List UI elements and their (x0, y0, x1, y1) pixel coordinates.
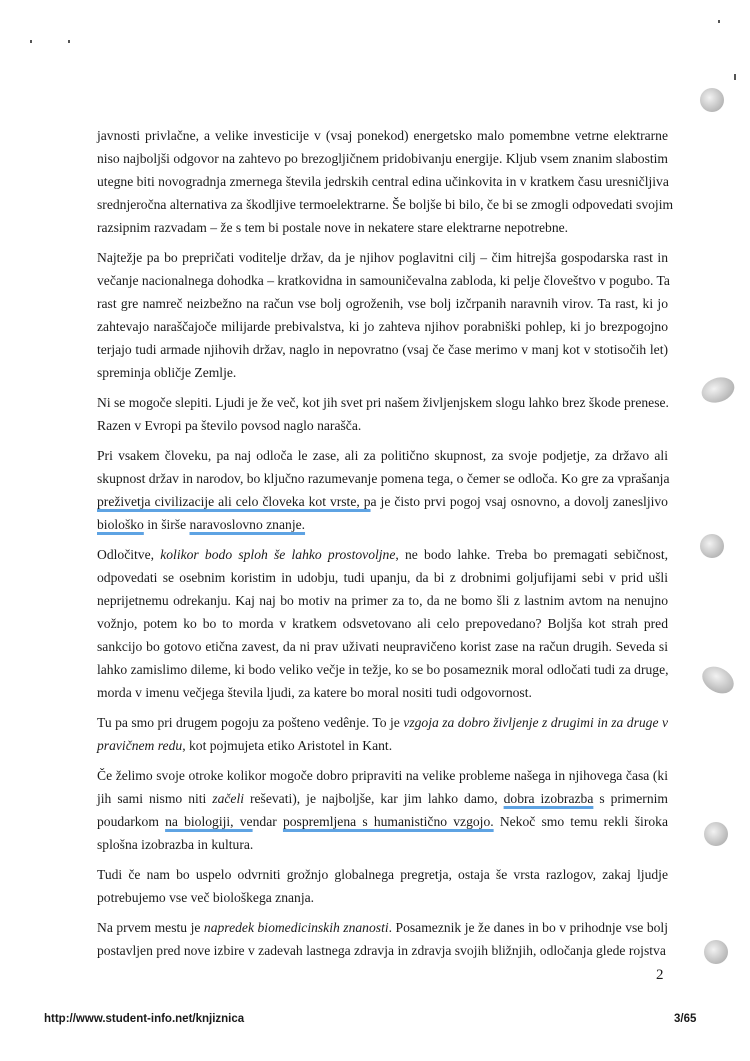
text-line (97, 170, 668, 193)
text-line (97, 635, 668, 658)
text-line (97, 916, 668, 939)
text-span: a je čisto prvi pogoj vsaj osnovno, a dovolj zanesljivo (370, 494, 668, 509)
page-number: 2 (656, 967, 664, 983)
text-line (97, 490, 668, 513)
text-span: splošna izobrazba in kultura. (97, 837, 254, 852)
underlined-text: biološko (97, 517, 144, 532)
text-line (97, 589, 668, 612)
paragraph (97, 711, 668, 757)
text-line (97, 513, 668, 536)
text-line (97, 612, 668, 635)
text-span: lahko zamislimo dileme, ki bodo veliko večje in težje, ko se bo posameznik moral odločati tudi za druge, (97, 662, 669, 677)
paragraph (97, 124, 674, 239)
text-span: Tu pa smo pri drugem pogoju za pošteno vedênje. To je (97, 715, 404, 730)
text-line (97, 787, 668, 810)
paragraph (97, 391, 668, 437)
text-span: zahtevajo naraščajoče milijarde prebivalstva, ki jo zahteva njihov porabniški pohlep, ki jo brezpogojno (97, 319, 668, 334)
paragraph (97, 543, 668, 704)
text-line (97, 566, 668, 589)
text-line (97, 414, 668, 437)
text-span: odpovedati se osebnim koristim in udobju, tudi upanju, da bi z drobnimi goljufijami sebi v prid ušli (97, 570, 668, 585)
text-span: s primernim (593, 791, 668, 806)
text-line (97, 338, 668, 361)
text-span: razsipnim razvadam – že s tem bi postale nove in nekatere stare elektrarne nepotrebne. (97, 220, 569, 235)
text-span: Nekoč smo temu rekli široka (493, 814, 668, 829)
text-span: , ne bodo lahke. Treba bo premagati sebičnost, (395, 547, 668, 562)
text-line (97, 939, 668, 962)
text-line (97, 292, 668, 315)
text-line (97, 391, 668, 414)
punch-hole-mark (704, 822, 728, 846)
text-span: Najtežje pa bo prepričati voditelje držav, da je njihov poglavitni cilj – čim hitrejša gospodarska rast in (97, 250, 668, 265)
text-span: vožnjo, potem ko bo to morda v kratkem odsvetovano ali celo prepovedano? Boljša kot strah pred (97, 616, 668, 631)
text-line (97, 810, 668, 833)
text-span: Če želimo svoje otroke kolikor mogoče dobro pripraviti na velike probleme našega in njihovega časa (ki (97, 768, 668, 783)
italic-text: napredek biomedicinskih znanosti (203, 920, 389, 935)
text-span: morda v imenu večjega števila ljudi, za katere bo moral nositi tudi odgovornost. (97, 685, 532, 700)
text-span: Pri vsakem človeku, pa naj odloča le zase, ali za politično skupnost, za svoje podjetje, za državo ali (97, 448, 668, 463)
text-span: in širše (143, 517, 190, 532)
text-span: jih sami nismo niti (97, 791, 213, 806)
paragraph (97, 246, 668, 384)
punch-hole-mark (704, 940, 728, 964)
text-line (97, 147, 668, 170)
paragraph (97, 444, 668, 536)
text-span: niso najboljši odgovor na zahtevo po brezogljičnem pridobivanju energije. Kljub vsem znanim slabostim (97, 151, 668, 166)
text-span: skupnost držav in narodov, bo ključno razumevanje pomena tega, o čemer se odloča. Ko gre za vprašanja (97, 471, 670, 486)
text-span: , kot pojmujeta etiko Aristotel in Kant. (182, 738, 393, 753)
paragraph (97, 863, 668, 909)
text-span: spreminja obličje Zemlje. (97, 365, 237, 380)
text-span: poudarkom (97, 814, 166, 829)
text-span: potrebujemo vse več biološkega znanja. (97, 890, 315, 905)
text-line (97, 124, 668, 147)
punch-hole-mark (700, 534, 724, 558)
text-span: večanje nacionalnega dohodka – kratkovidna in samouničevalna zabloda, ki pelje človeštvo v pogubo. Ta (97, 273, 670, 288)
text-line (97, 444, 668, 467)
text-span: . Posameznik je že danes in bo v prihodnje vse bolj (388, 920, 668, 935)
text-line (97, 269, 668, 292)
document-body (97, 124, 674, 969)
punch-hole-mark (698, 373, 738, 407)
text-span: srednjeročna alternativa za škodljive termoelektrarne. Še boljše bi bilo, če bi se zmogli odpovedati svojim (97, 197, 674, 212)
text-line (97, 681, 668, 704)
italic-text: začeli (212, 791, 245, 806)
paragraph (97, 764, 668, 856)
scan-speck (718, 20, 720, 23)
text-line (97, 886, 668, 909)
footer-page-count: 3/65 (674, 1013, 697, 1025)
footer-url-link[interactable]: http://www.student-info.net/knjiznica (44, 1013, 245, 1025)
text-span: postavljen pred nove izbire v zadevah lastnega zdravja in zdravja svojih bližnjih, odločanja glede rojstva (97, 943, 666, 958)
text-span: ndar (252, 814, 283, 829)
text-line (97, 764, 668, 787)
text-span: Ni se mogoče slepiti. Ljudi je že več, kot jih svet pri našem življenjskem slogu lahko brez škode prenese. (97, 395, 669, 410)
text-line (97, 734, 668, 757)
scan-speck (30, 40, 32, 43)
underlined-text: dobra izobrazba (503, 791, 594, 806)
text-span: Tudi če nam bo uspelo odvrniti grožnjo globalnega pregretja, ostaja še vrsta razlogov, zakaj ljudje (97, 867, 668, 882)
underlined-text: na biologiji, ve (165, 814, 253, 829)
italic-text: kolikor bodo sploh še lahko prostovoljne (160, 547, 396, 562)
text-line (97, 833, 668, 856)
text-line (97, 246, 668, 269)
text-line (97, 467, 668, 490)
text-span: neprijetnemu odrekanju. Kaj naj bo motiv na primer za to, da ne bomo šli z lastnim avtom na nenujno (97, 593, 668, 608)
text-span: Razen v Evropi pa število povsod naglo narašča. (97, 418, 362, 433)
text-line (97, 543, 668, 566)
text-span: rast gre namreč neizbežno na račun vse bolj ogroženih, vse bolj izčrpanih naravnih virov. Ta rast, ki jo (97, 296, 668, 311)
underlined-text: pospremljena s humanistično vzgojo. (282, 814, 494, 829)
italic-text: vzgoja za dobro življenje z drugimi in za druge v (403, 715, 668, 730)
text-span: utegne biti novogradnja zmernega števila jedrskih central edina učinkovita in v kratkem času uresničljiva (97, 174, 669, 189)
text-span: sankcijo bo gotovo etična zavest, da ni prav uživati neupravičeno korist zase na račun drugih. Seveda si (97, 639, 668, 654)
text-line (97, 315, 668, 338)
underlined-text: preživetja civilizacije ali celo človeka kot vrste, p (97, 494, 371, 509)
underlined-text: naravoslovno znanje. (189, 517, 306, 532)
text-span: Na prvem mestu je (97, 920, 204, 935)
punch-hole-mark (700, 88, 724, 112)
text-span: javnosti privlačne, a velike investicije v (vsaj ponekod) energetsko malo pomembne vetrne elektrarne (97, 128, 668, 143)
text-line (97, 361, 668, 384)
text-line (97, 658, 668, 681)
text-span: terjajo tudi armade njihovih držav, naglo in nepovratno (vsaj če čase merimo v manj kot v stotisočih let) (97, 342, 668, 357)
scan-speck (68, 40, 70, 43)
italic-text: pravičnem redu (97, 738, 183, 753)
paragraph (97, 916, 668, 962)
text-span: reševati), je najboljše, kar jim lahko damo, (244, 791, 504, 806)
text-line (97, 193, 674, 216)
text-line (97, 711, 668, 734)
text-line (97, 863, 668, 886)
punch-hole-mark (697, 661, 738, 699)
text-span: Odločitve, (97, 547, 161, 562)
scan-speck (734, 74, 736, 80)
text-line (97, 216, 668, 239)
